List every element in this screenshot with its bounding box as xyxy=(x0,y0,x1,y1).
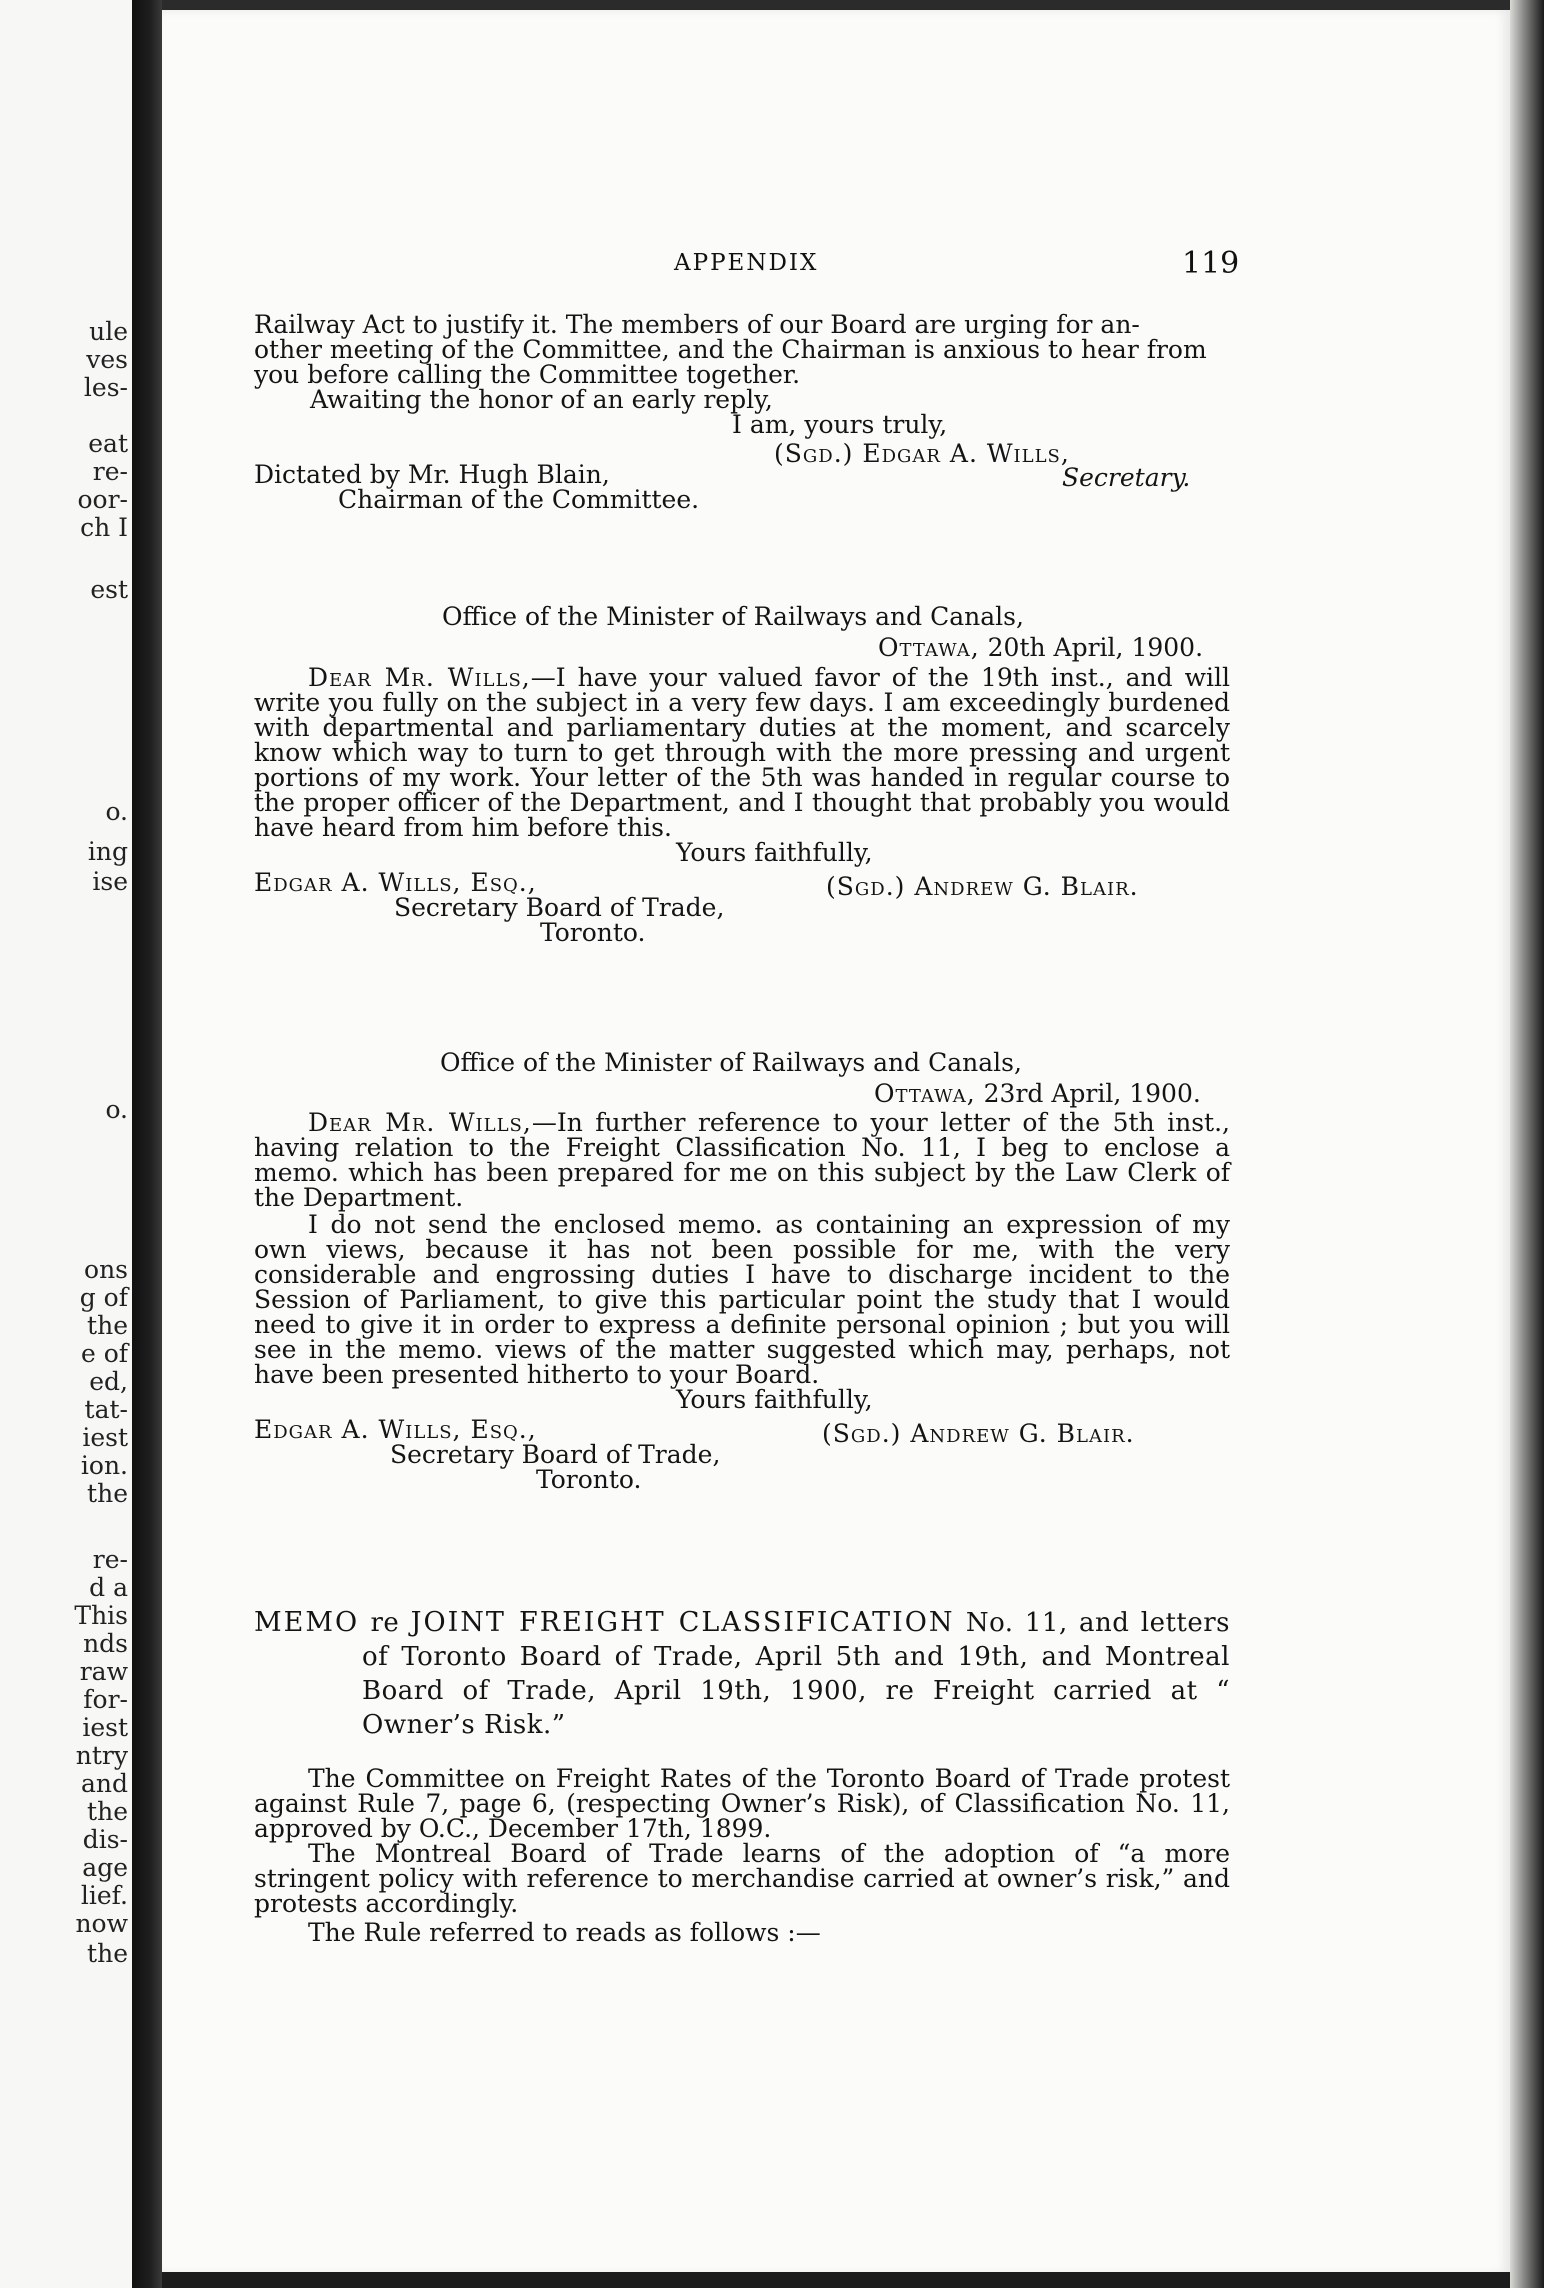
facing-page-fragment: for- xyxy=(83,1685,128,1714)
facing-page-fragment: g of xyxy=(79,1283,128,1312)
page-bottom-shadow xyxy=(162,2272,1510,2288)
page-edge-shadow xyxy=(1510,0,1544,2288)
text-line: other meeting of the Committee, and the Chairman is anxious to hear from xyxy=(254,335,1207,364)
facing-page-fragment: the xyxy=(87,1797,128,1826)
memo-paragraph: The Montreal Board of Trade learns of the adoption of “a more stringent policy with reference to merchandise carried at owner’s risk,” and protests accordingly. xyxy=(254,1839,1230,1918)
running-head: APPENDIX xyxy=(674,250,819,276)
letter-body xyxy=(254,665,1230,840)
signature: (Sgd.) Andrew G. Blair. xyxy=(826,872,1139,901)
memo-label: MEMO xyxy=(254,1607,360,1638)
memo-heading xyxy=(254,1606,1230,1742)
salutation: Dear Mr. Wills, xyxy=(308,1108,532,1137)
address-line: Toronto. xyxy=(536,1465,642,1494)
body-text: —In further reference to your letter of the 5th inst., having relation to the Freight Classification No. 11, I beg to enclose a memo. which has been prepared for me on this subject by the Law Clerk of the Department. xyxy=(254,1108,1230,1212)
facing-page-fragment: ion. xyxy=(80,1451,128,1480)
salutation: Dear Mr. Wills, xyxy=(308,663,531,692)
addressee: Edgar A. Wills, Esq., xyxy=(254,868,537,897)
facing-page-fragment: the xyxy=(87,1479,128,1508)
dictated-by: Dictated by Mr. Hugh Blain, xyxy=(254,460,610,489)
awaiting-line: Awaiting the honor of an early reply, xyxy=(310,385,773,414)
facing-page-fragment: lief. xyxy=(80,1881,128,1910)
facing-page-edge xyxy=(0,0,132,2288)
facing-page-fragment: ise xyxy=(92,867,128,896)
closing-line: Yours faithfully, xyxy=(676,1385,873,1414)
facing-page-fragment: ing xyxy=(87,837,128,866)
letter-continuation xyxy=(254,310,1230,514)
office-heading: Office of the Minister of Railways and Canals, xyxy=(442,602,1024,631)
memo-subject: JOINT FREIGHT CLASSIFICATION xyxy=(410,1607,955,1638)
dateline-place: Ottawa, xyxy=(874,1079,976,1108)
facing-page-fragment: o. xyxy=(105,1095,128,1124)
text-line: Railway Act to justify it. The members of our Board are urging for an- xyxy=(254,310,1140,339)
memo-re: re xyxy=(370,1608,400,1638)
facing-page-fragment: o. xyxy=(105,797,128,826)
letter-body xyxy=(254,1110,1230,1210)
running-header xyxy=(162,246,1510,290)
facing-page-fragment: This xyxy=(74,1601,128,1630)
facing-page-fragment: iest xyxy=(82,1713,128,1742)
signer-title: Secretary. xyxy=(1062,463,1191,492)
facing-page-fragment: ntry xyxy=(75,1741,128,1770)
facing-page-fragment: tat- xyxy=(84,1395,128,1424)
text-line: you before calling the Committee together. xyxy=(254,360,801,389)
facing-page-fragment: iest xyxy=(82,1423,128,1452)
address-line: Secretary Board of Trade, xyxy=(394,893,725,922)
closing-line: Yours faithfully, xyxy=(676,838,873,867)
facing-page-fragment: ule xyxy=(89,317,128,346)
facing-page-fragment: and xyxy=(80,1769,128,1798)
address-line: Toronto. xyxy=(540,918,646,947)
signature: (Sgd.) Andrew G. Blair. xyxy=(822,1419,1135,1448)
facing-page-fragment: ves xyxy=(86,345,128,374)
facing-page-fragment: est xyxy=(90,575,128,604)
letter-april-20 xyxy=(254,604,1230,945)
facing-page-fragment: the xyxy=(87,1311,128,1340)
facing-page-fragment: les- xyxy=(83,373,128,402)
facing-page-fragment: the xyxy=(87,1939,128,1968)
body-text: —I have your valued favor of the 19th inst., and will write you fully on the subject in a very few days. I am exceedingly burdened with departmental and parliamentary duties at the moment, and scarcely know which way to turn to get through with the more pressing and urgent portions of my work. Your letter of the 5th was handed in regular course to the proper officer of the Department, and I thought that probably you would have heard from him before this. xyxy=(254,663,1231,842)
facing-page-fragment: ed, xyxy=(89,1367,128,1396)
chairman-line: Chairman of the Committee. xyxy=(338,485,700,514)
addressee: Edgar A. Wills, Esq., xyxy=(254,1415,537,1444)
memo-paragraph: The Rule referred to reads as follows :— xyxy=(308,1918,821,1947)
facing-page-fragment: oor- xyxy=(77,485,128,514)
memo-subject-rest: No. 11, and letters of Toronto Board of Trade, April 5th and 19th, and Montreal Board of Trade, April 19th, 1900, re Freight carried at “ Owner’s Risk.” xyxy=(362,1608,1231,1740)
facing-page-fragment: now xyxy=(75,1909,128,1938)
memo-body xyxy=(254,1766,1230,1945)
signature: (Sgd.) Edgar A. Wills, xyxy=(774,439,1070,468)
letter-april-23 xyxy=(254,1050,1230,1492)
facing-page-fragment: nds xyxy=(83,1629,128,1658)
facing-page-fragment: re- xyxy=(92,457,128,486)
dateline-place: Ottawa, xyxy=(878,633,980,662)
book-gutter xyxy=(132,0,162,2288)
dateline-date: 23rd April, 1900. xyxy=(983,1079,1201,1108)
facing-page-fragment: re- xyxy=(92,1545,128,1574)
letter-body: I do not send the enclosed memo. as containing an expression of my own views, because it has not been possible for me, with the very considerable and engrossing duties I have to discharge incident to the Session of Parliament, to give this particular point the study that I would need to give it in order to express a definite personal opinion ; but you will see in the memo. views of the matter suggested which may, perhaps, not have been presented hitherto to your Board. xyxy=(254,1210,1230,1389)
facing-page-fragment: d a xyxy=(89,1573,128,1602)
memo-paragraph: The Committee on Freight Rates of the Toronto Board of Trade protest against Rule 7, page 6, (respecting Owner’s Risk), of Classification No. 11, approved by O.C., December 17th, 1899. xyxy=(254,1764,1230,1843)
page-number: 119 xyxy=(1182,246,1240,281)
book-page xyxy=(162,10,1510,2274)
facing-page-fragment: e of xyxy=(80,1339,128,1368)
address-line: Secretary Board of Trade, xyxy=(390,1440,721,1469)
facing-page-fragment: eat xyxy=(88,429,128,458)
facing-page-fragment: ons xyxy=(84,1255,128,1284)
office-heading: Office of the Minister of Railways and Canals, xyxy=(440,1048,1022,1077)
facing-page-fragment: ch I xyxy=(80,513,128,542)
facing-page-fragment: age xyxy=(82,1853,128,1882)
closing-line: I am, yours truly, xyxy=(732,410,948,439)
dateline-date: 20th April, 1900. xyxy=(987,633,1204,662)
facing-page-fragment: dis- xyxy=(82,1825,128,1854)
facing-page-fragment: raw xyxy=(79,1657,128,1686)
